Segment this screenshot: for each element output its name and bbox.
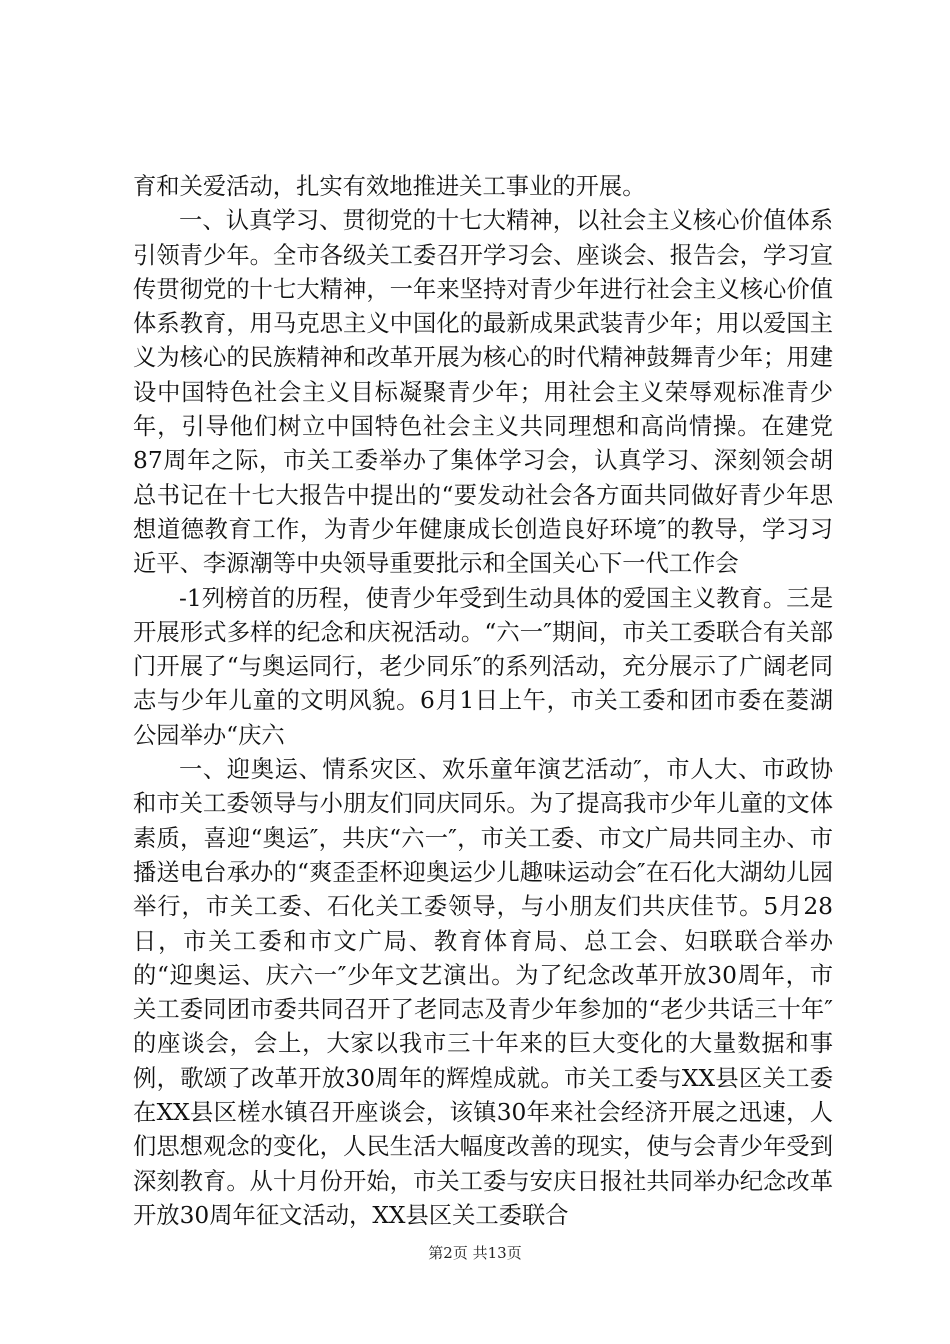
page-number-indicator: 第2页 共13页 [428, 1244, 522, 1262]
paragraph-olympics-performance: 一、迎奥运、情系灾区、欢乐童年演艺活动″，市人大、市政协和市关工委领导与小朋友们同庆同乐。为了提高我市少年儿童的文体素质，喜迎“奥运″，共庆“六一″，市关工委、市文广局共同主办、市播送电台承办的“爽歪歪杯迎奥运少儿趣味运动会″在石化大湖幼儿园举行，市关工委、石化关工委领导，与小朋友们共庆佳节。5月28日，市关工委和市文广局、教育体育局、总工会、妇联联合举办的“迎奥运、庆六一″少年文艺演出。为了纪念改革开放30周年，市关工委同团市委共同召开了老同志及青少年参加的“老少共话三十年″的座谈会，会上，大家以我市三十年来的巨大变化的大量数据和事例，歌颂了改革开放30周年的辉煌成就。市关工委与XX县区关工委在XX县区槎水镇召开座谈会，该镇30年来社会经济开展之迅速，人们思想观念的变化，人民生活大幅度改善的现实，使与会青少年受到深刻教育。从十月份开始，市关工委与安庆日报社共同举办纪念改革开放30周年征文活动，XX县区关工委联合 [133, 756, 833, 1229]
paragraph-continuation: 育和关爱活动，扎实有效地推进关工事业的开展。 [133, 173, 646, 200]
document-body [133, 170, 833, 1233]
page-footer [0, 1242, 950, 1263]
paragraph-study-party-congress: 一、认真学习、贯彻党的十七大精神，以社会主义核心价值体系引领青少年。全市各级关工委召开学习会、座谈会、报告会，学习宣传贯彻党的十七大精神，一年来坚持对青少年进行社会主义核心价值体系教育，用马克思主义中国化的最新成果武装青少年；用以爱国主义为核心的民族精神和改革开展为核心的时代精神鼓舞青少年；用建设中国特色社会主义目标凝聚青少年；用社会主义荣辱观标准青少年，引导他们树立中国特色社会主义共同理想和高尚情操。在建党87周年之际，市关工委举办了集体学习会，认真学习、深刻领会胡总书记在十七大报告中提出的“要发动社会各方面共同做好青少年思想道德教育工作，为青少年健康成长创造良好环境″的教导，学习习近平、李源潮等中央领导重要批示和全国关心下一代工作会 [133, 207, 833, 578]
paragraph-commemoration-activities: -1列榜首的历程，使青少年受到生动具体的爱国主义教育。三是开展形式多样的纪念和庆祝活动。“六一″期间，市关工委联合有关部门开展了“与奥运同行，老少同乐″的系列活动，充分展示了广阔老同志与少年儿童的文明风貌。6月1日上午，市关工委和团市委在菱湖公园举办“庆六 [133, 584, 833, 749]
